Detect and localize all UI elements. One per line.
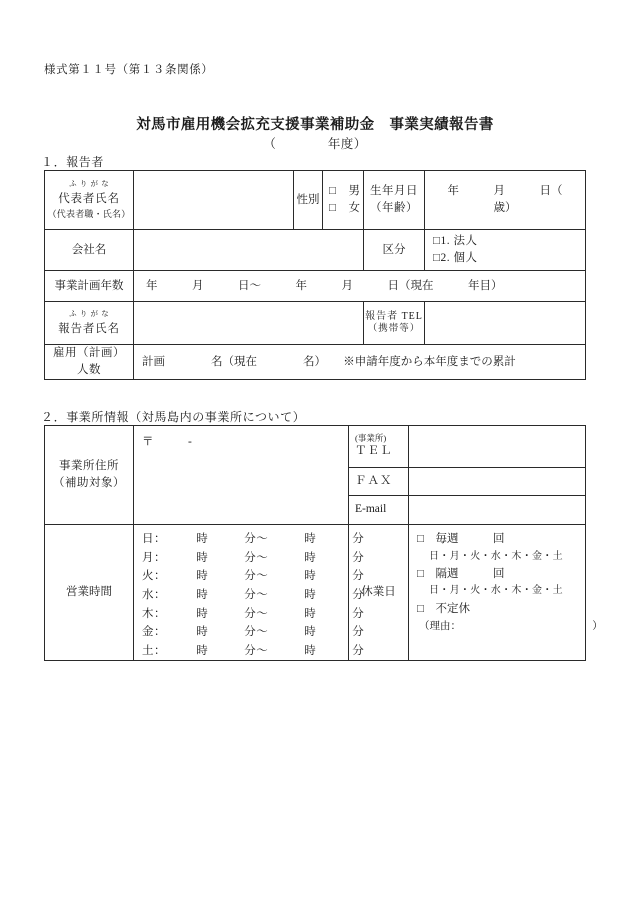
office-address-label-line1: 事業所住所: [59, 460, 119, 473]
hours-day-friday[interactable]: 金： 時 分〜 時 分: [142, 626, 365, 639]
birthdate-label: [364, 171, 425, 230]
hours-day-monday[interactable]: 月： 時 分〜 時 分: [142, 551, 365, 564]
table-row: [45, 302, 586, 345]
page-title: 対馬市雇用機会拡充支援事業補助金 事業実績報告書: [136, 117, 494, 133]
employment-count-input[interactable]: 計画 名（現在 名） ※申請年度から本年度までの累計: [134, 345, 586, 380]
closed-biweekly-days[interactable]: 日・月・火・水・木・金・土: [429, 585, 563, 597]
table-row: [45, 230, 586, 271]
hours-day-tuesday[interactable]: 火： 時 分〜 時 分: [142, 570, 365, 583]
office-address-input[interactable]: 〒 -: [134, 426, 349, 525]
section-1-heading: １．報告者: [41, 155, 105, 169]
office-fax-label: [349, 467, 409, 496]
reporter-name-input[interactable]: [134, 302, 364, 345]
reporter-tel-label-line2: （携帯等）: [367, 324, 421, 335]
closed-irregular-checkbox[interactable]: □ 不定休: [417, 602, 470, 615]
office-tel-input[interactable]: [409, 426, 586, 468]
representative-name-label: [45, 171, 134, 230]
office-info-table: [44, 425, 603, 661]
employment-label-line2: 人数: [77, 364, 101, 376]
company-name-input[interactable]: [134, 230, 364, 271]
office-note-label: (事業所): [355, 433, 387, 444]
kubun-corporate-checkbox[interactable]: □1. 法人: [433, 234, 478, 247]
employment-count-label: [45, 345, 134, 380]
business-hours-input[interactable]: [134, 525, 365, 661]
office-tel-label-text: ＴＥＬ: [355, 444, 393, 457]
plan-years-label: 事業計画年数: [45, 271, 134, 302]
office-email-label: [349, 496, 409, 525]
fiscal-year-field: （ 年度）: [263, 137, 367, 151]
table-row: [45, 426, 586, 468]
plan-years-input[interactable]: 年 月 日〜 年 月 日（現在 年目）: [134, 271, 586, 302]
birthdate-label-line1: 生年月日: [370, 185, 418, 198]
hours-day-thursday[interactable]: 木： 時 分〜 時 分: [142, 607, 365, 620]
hours-day-sunday[interactable]: 日： 時 分〜 時 分: [142, 533, 365, 545]
office-email-label-text: E-mail: [355, 503, 387, 516]
form-number: 様式第１１号（第１３条関係）: [44, 64, 214, 76]
hours-day-wednesday[interactable]: 水： 時 分〜 時 分: [142, 588, 365, 601]
kubun-individual-checkbox[interactable]: □2. 個人: [433, 252, 478, 264]
closed-biweekly-checkbox[interactable]: □ 隔週 回: [417, 567, 505, 580]
representative-label-sub: （代表者職・氏名）: [47, 209, 131, 220]
closed-weekly-days[interactable]: 日・月・火・水・木・金・土: [429, 550, 563, 562]
reporter-tel-input[interactable]: [425, 302, 586, 345]
company-name-label: 会社名: [45, 230, 134, 271]
office-tel-label: [349, 426, 409, 468]
gender-male-checkbox[interactable]: □ 男: [329, 184, 361, 197]
gender-label: 性別: [294, 171, 323, 230]
birthdate-input[interactable]: 年 月 日（ 歳）: [425, 171, 586, 230]
office-fax-input[interactable]: [409, 467, 586, 496]
furigana-label: ふりがな: [69, 178, 112, 188]
closed-weekly-checkbox[interactable]: □ 毎週 回: [417, 533, 505, 545]
table-row: [45, 171, 586, 230]
kubun-options[interactable]: [425, 230, 586, 271]
birthdate-label-line2: （年齢）: [370, 202, 418, 214]
business-hours-label: 営業時間: [45, 525, 134, 661]
reporter-table: [44, 170, 597, 380]
reporter-tel-label-line1: 報告者 TEL: [365, 310, 423, 322]
closed-days-label: 休業日: [349, 525, 409, 661]
representative-label-main: 代表者氏名: [58, 192, 120, 205]
employment-label-line1: 雇用（計画）: [53, 347, 125, 360]
kubun-label: 区分: [364, 230, 425, 271]
table-row: [45, 271, 586, 302]
gender-female-checkbox[interactable]: □ 女: [329, 202, 361, 214]
reporter-tel-label: [364, 302, 425, 345]
table-row: [45, 345, 586, 380]
office-address-label: [45, 426, 134, 525]
closed-days-options[interactable]: [409, 525, 603, 661]
furigana-label: ふりがな: [69, 308, 112, 318]
gender-options[interactable]: [323, 171, 364, 230]
representative-name-input[interactable]: [134, 171, 294, 230]
office-address-label-line2: （補助対象）: [53, 477, 125, 489]
office-fax-label-text: ＦＡＸ: [355, 474, 393, 487]
hours-day-saturday[interactable]: 土： 時 分〜 時 分: [142, 644, 365, 657]
reporter-label-main: 報告者氏名: [58, 322, 120, 335]
reporter-name-label: [45, 302, 134, 345]
table-row: [45, 525, 586, 661]
closed-reason-input[interactable]: （理由： ）: [419, 621, 603, 633]
section-2-heading: ２．事業所情報（対馬島内の事業所について）: [41, 410, 306, 424]
office-email-input[interactable]: [409, 496, 586, 525]
